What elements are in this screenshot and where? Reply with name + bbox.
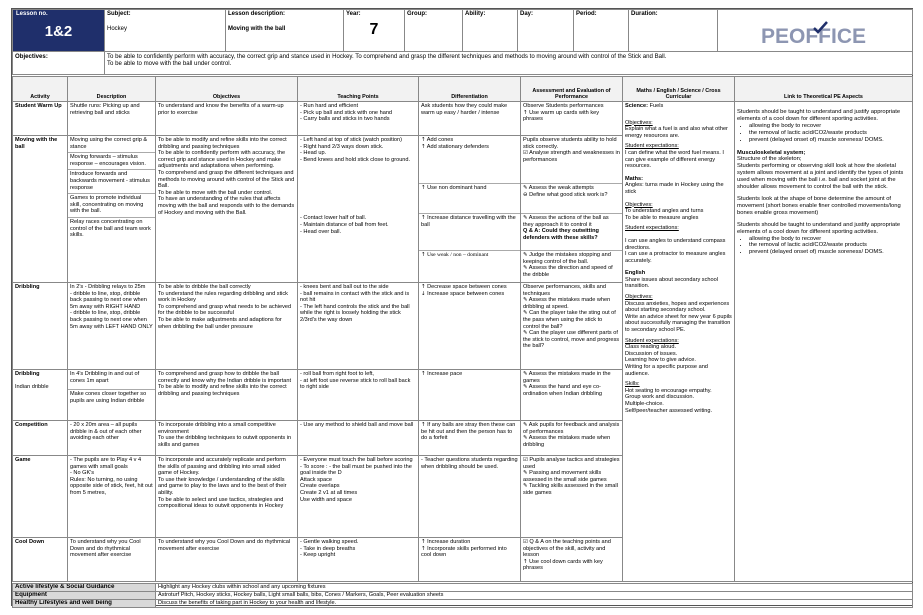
ability-label: Ability: <box>465 11 486 17</box>
table-row <box>13 102 913 136</box>
assessment-item: Passing and movement skills assessed in the small side games <box>523 470 607 483</box>
english-objectives-text: Discuss anxieties, hopes and experiences about starting secondary school. Write an advice sheet for new year 6 pupils about successfully managing the transition to secondary school PE. <box>625 300 732 334</box>
assessment-moving-with-ball <box>521 136 623 283</box>
assessment-item: Ask pupils for feedback and analysis of performances <box>523 422 620 435</box>
assessment-competition <box>521 421 623 456</box>
cross-curricular-cell <box>623 102 735 582</box>
teaching-item: - Left hand at top of stick (watch position) - Right hand 2/3 ways down stick. - Head up. - Bend knees and hold stick close to ground. <box>300 137 411 163</box>
maths-objectives-text: To understand angles and turns To be able to measure angles <box>625 208 704 221</box>
differentiation-indian-dribble <box>419 370 521 421</box>
differentiation-item: Use non dominant hand <box>427 185 487 191</box>
teaching-game: - Everyone must touch the ball before scoring - To score : - the ball must be pushed into the goal inside the D Attack space Create overlaps Create 2 v1 at all times Use width and space <box>298 456 419 538</box>
assessment-cool-down <box>521 538 623 582</box>
maths-expectations-text: I can use angles to understand compass directions. I can use a protractor to measure angles accurately. <box>625 237 726 264</box>
arrow-up-icon: ↑ <box>421 284 426 290</box>
objectives-indian-dribble: To comprehend and grasp how to dribble the ball correctly and know why the Indian dribble is important To be able to modify and refine skills into the correct dribbling and passing techniques <box>156 370 298 421</box>
assessment-game <box>521 456 623 538</box>
checkbox-icon: ☑ <box>523 457 528 463</box>
differentiation-item: If any balls are stray then these can be hit out and then the person has to do a forfeit <box>421 422 516 442</box>
description-warm-up: Shuttle runs: Picking up and retrieving ball and sticks <box>68 102 156 136</box>
assessment-item: Assess the hand and eye co-ordination when Indian dribbling <box>523 384 602 397</box>
lesson-description-label: Lesson description: <box>228 11 286 17</box>
assessment-dribbling <box>521 283 623 370</box>
assessment-item: Can the player take the sting out of the pass when using the stick to control the ball? <box>523 310 616 330</box>
theory-intro-2: Students should be taught to understand and justify appropriate elements of a cool down for different sporting activities. <box>737 221 901 235</box>
objectives-line-2: To be able to move with the ball under control. <box>107 60 232 68</box>
minus-circle-icon: ⊖ <box>523 191 528 198</box>
pencil-icon: ✎ <box>523 185 528 191</box>
objectives-line-1: To be able to confidently perform with accuracy, the correct grip and stance used in Hockey. To comprehend and grasp the different techniques and methods to moving around with control of the Stick and Ball. <box>107 53 667 60</box>
differentiation-item: Increase space between cones <box>427 290 505 297</box>
differentiation-moving-with-ball <box>419 136 521 283</box>
objectives-warm-up: To understand and know the benefits of a warm-up prior to exercise <box>156 102 298 136</box>
english-objectives-label: Objectives: <box>625 294 653 301</box>
assessment-item: Use cool down cards with key phrases <box>523 558 603 572</box>
description-competition: - 20 x 20m area – all pupils dribble in & out of each other avoiding each other <box>68 421 156 456</box>
objectives-cool-down: To understand why you Cool Down and do rhythmical movement after exercise <box>156 538 298 582</box>
pencil-icon: ✎ <box>523 384 528 391</box>
assessment-warm-up <box>521 102 623 136</box>
science-objectives-text: Explain what a fuel is and also what other energy resources are. <box>625 126 728 139</box>
pencil-icon: ✎ <box>523 265 528 272</box>
subject-cell <box>105 10 226 52</box>
arrow-up-icon: ↑ <box>421 215 426 221</box>
activity-label: Dribbling <box>15 371 40 377</box>
column-header-activity: Activity <box>13 77 68 102</box>
group-label: Group: <box>407 11 427 17</box>
column-header-objectives: Objectives <box>156 77 298 102</box>
activity-moving-with-ball: Moving with the ball <box>13 136 68 283</box>
teaching-moving-with-ball <box>298 136 419 283</box>
checkbox-icon: ☑ <box>523 539 528 545</box>
maths-label: Maths: <box>625 175 644 182</box>
arrow-up-icon: ↑ <box>421 252 426 258</box>
pencil-icon: ✎ <box>523 330 528 337</box>
lesson-activities-table <box>12 76 913 582</box>
subject-label: Subject: <box>107 11 131 17</box>
description-item: Games to promote individual skill, concentrating on moving with the ball. <box>68 193 155 216</box>
lesson-number-cell <box>13 10 105 52</box>
assessment-item: Assess the mistakes made when dribbling at speed. <box>523 297 611 310</box>
column-header-theory: Link to Theoretical PE Aspects <box>735 77 913 102</box>
teaching-item: - Contact lower half of ball. - Maintain distance of ball from feet. - Head over ball. <box>300 215 389 235</box>
skills-text: Hot seating to encourage empathy. Group work and discussion. Multiple-choice. Self/peer/teacher assessed writing. <box>625 387 713 414</box>
arrow-up-icon: ↑ <box>421 371 426 377</box>
description-item: In 4's Dribbling in and out of cones 1m apart <box>70 371 140 384</box>
year-value: 7 <box>369 21 379 38</box>
differentiation-competition <box>419 421 521 456</box>
description-item: Introduce forwards and backwards movement - stimulus response <box>68 169 155 192</box>
assessment-item: Tackling skills assessed in the small side games <box>523 483 618 496</box>
english-label: English <box>625 270 646 277</box>
list-item: • prevent (delayed onset of) muscle soreness/ DOMS. <box>749 249 910 256</box>
teaching-cool-down: - Gentle walking speed. - Take in deep breaths - Keep upright <box>298 538 419 582</box>
assessment-item: Analyse strength and weaknesses in performances <box>523 150 620 163</box>
active-lifestyle-text: Highlight any Hockey clubs within school and any upcoming fixtures <box>156 584 913 592</box>
lesson-description-value: Moving with the ball <box>228 26 286 32</box>
objectives-game: To incorporate and accurately replicate and perform the skills of passing and dribbling into small sided game of Hockey. To use their knowledge / understanding of the skills and game to play to the laws and to the best of their ability. To be able to select and use tactics, strategies and compositional ideas to outwit opponents in Hockey <box>156 456 298 538</box>
pencil-icon: ✎ <box>523 483 528 490</box>
english-expectations-text: Class reading aloud. Discussion of issues. Learning how to give advice. Writing for a specific purpose and audience. <box>625 344 708 377</box>
differentiation-item: Increase duration <box>427 539 471 545</box>
activity-dribbling: Dribbling <box>13 283 68 370</box>
teaching-dribbling: - knees bent and ball out to the side - ball remains in contact with the stick and is not hit - The left hand controls the stick and the ball while the right is loosely holding the stick 2/3rd's the way down <box>298 283 419 370</box>
assessment-indian-dribble <box>521 370 623 421</box>
objectives-table <box>12 51 913 75</box>
arrow-up-icon: ↑ <box>421 185 426 191</box>
duration-label: Duration: <box>631 11 658 17</box>
assessment-item: Use warm up cards with key phrases <box>523 109 600 123</box>
maths-expectations-label: Student expectations: <box>625 225 679 232</box>
active-lifestyle-label: Active lifestyle & Social Guidance <box>13 584 156 592</box>
pencil-icon: ✎ <box>523 297 528 304</box>
objectives-label: Objectives: <box>13 52 105 75</box>
list-item: • prevent (delayed onset of) muscle soreness/ DOMS. <box>749 137 910 144</box>
differentiation-game: - Teacher questions students regarding when dribbling should be used. <box>419 456 521 538</box>
equipment-text: Astroturf Pitch, Hockey sticks, Hockey balls, Light small balls, bibs, Cones / Markers, Goals, Peer evaluation sheets <box>156 592 913 600</box>
list-item: • allowing the body to recover <box>749 236 910 243</box>
differentiation-warm-up: Ask students how they could make warm up easy / harder / intense <box>419 102 521 136</box>
list-item: • the removal of lactic acid/CO2/waste products <box>749 242 910 249</box>
maths-text: Angles: turns made in Hockey using the stick <box>625 182 724 195</box>
arrow-up-icon: ↑ <box>421 143 426 150</box>
description-item: Make cones closer together so pupils are using Indian dribble <box>68 389 155 405</box>
description-item: Relay races concentrating on control of the ball and team work skills. <box>68 217 155 240</box>
theory-bullets-1 <box>737 123 910 144</box>
ability-cell <box>463 10 518 52</box>
science-expectations-label: Student expectations: <box>625 143 679 150</box>
activity-warm-up: Student Warm Up <box>13 102 68 136</box>
differentiation-item: Increase pace <box>427 371 463 377</box>
differentiation-item: Decrease space between cones <box>427 284 507 290</box>
theory-intro-1: Students should be taught to understand and justify appropriate elements of a cool down for different sporting activities. <box>737 109 901 122</box>
objectives-competition: To incorporate dribbling into a small competitive environment To use the dribbling techniques to outwit opponents in skills and games <box>156 421 298 456</box>
list-item: • allowing the body to recover <box>749 123 910 130</box>
science-value: Fuels <box>649 103 664 109</box>
assessment-item: Assess the mistakes made in the games <box>523 371 611 384</box>
teaching-warm-up: - Run hard and efficient - Pick up ball and stick with one hand - Carry balls and sticks in two hands <box>298 102 419 136</box>
science-objectives-label: Objectives: <box>625 119 653 126</box>
arrow-up-icon: ↑ <box>421 545 426 552</box>
teaching-competition: - Use any method to shield ball and move ball <box>298 421 419 456</box>
assessment-item: Can the player use different parts of the stick to control, move and progress the ball? <box>523 330 620 350</box>
checkbox-icon: ☑ <box>523 150 528 157</box>
pe-office-logo-icon <box>759 21 871 47</box>
period-label: Period: <box>576 11 597 17</box>
column-header-teaching-points: Teaching Points <box>298 77 419 102</box>
footer-table <box>12 583 913 608</box>
pencil-icon: ✎ <box>523 215 528 221</box>
activity-cool-down: Cool Down <box>13 538 68 582</box>
differentiation-item: Add cones <box>426 137 454 143</box>
assessment-item: Assess the weak attempts <box>528 185 594 191</box>
column-header-differentiation: Differentiation <box>419 77 521 102</box>
healthy-lifestyles-text: Discuss the benefits of taking part in Hockey to your health and lifestyle. <box>156 600 913 608</box>
pencil-icon: ✎ <box>523 371 528 377</box>
assessment-item: Judge the mistakes stopping and keeping control of the ball. <box>523 252 611 265</box>
assessment-item: Observe Students performances <box>523 103 604 109</box>
duration-cell <box>629 10 718 52</box>
activity-indian-dribble <box>13 370 68 421</box>
column-header-cross-curricular: Maths / English / Science / Cross Curricular <box>623 77 735 102</box>
theory-bullets-2 <box>737 236 910 257</box>
description-moving-with-ball <box>68 136 156 283</box>
science-expectations-text: I can define what the word fuel means. I can give example of different energy resources. <box>625 149 724 170</box>
english-expectations-label: Student expectations: <box>625 337 679 344</box>
differentiation-item: Incorporate skills performed into cool down <box>421 545 507 559</box>
svg-text:PEOFFICE: PEOFFICE <box>761 24 867 47</box>
activity-sub-label: Indian dribble <box>15 383 49 390</box>
pencil-icon: ✎ <box>523 422 528 428</box>
period-cell <box>574 10 629 52</box>
description-item: Moving using the correct grip & stance <box>70 137 148 150</box>
lesson-number: 1&2 <box>44 23 73 40</box>
activity-competition: Competition <box>13 421 68 456</box>
list-item: • the removal of lactic acid/CO2/waste products <box>749 130 910 137</box>
arrow-up-icon: ↑ <box>523 109 528 116</box>
healthy-lifestyles-label: Healthy Lifestyles and well being <box>13 600 156 608</box>
assessment-item: Assess the mistakes made when dribbling <box>523 435 611 448</box>
english-text: Share issues about secondary school transition. <box>625 276 718 290</box>
description-dribbling: In 2's - Dribbling relays to 25m - dribble to line, stop, dribble back passing to next one when 5m away with RIGHT HAND - dribble to line, stop, dribble back passing to next one when 5m away with LEFT HAND ONLY <box>68 283 156 370</box>
pencil-icon: ✎ <box>523 470 528 477</box>
teaching-indian-dribble: - roll ball from right foot to left, - at left foot use reverse stick to roll ball back to right side <box>298 370 419 421</box>
lesson-no-label: Lesson no. <box>16 11 48 17</box>
pencil-icon: ✎ <box>523 252 528 258</box>
objectives-dribbling: To be able to dribble the ball correctly To understand the rules regarding dribbling and stick work in Hockey To comprehend and grasp what needs to be achieved for the dribble to be successful To be able to make adjustments and adaptions for when dribbling the ball under pressure <box>156 283 298 370</box>
day-label: Day: <box>520 11 534 17</box>
assessment-item: Q & A: Could they outwitting defenders with these skills? <box>523 228 599 241</box>
assessment-item: Define what good stick work is? <box>529 191 608 198</box>
description-indian-dribble <box>68 370 156 421</box>
column-header-assessment: Assessment and Evaluation of Performance <box>521 77 623 102</box>
pencil-icon: ✎ <box>523 435 528 442</box>
activity-game: Game <box>13 456 68 538</box>
arrow-down-icon: ↓ <box>421 290 426 297</box>
description-game: - The pupils are to Play 4 v 4 games with small goals - No GK's Rules: No turning, no using opposite side of stick, feet, hit out from 5 metres, <box>68 456 156 538</box>
assessment-item: Assess the direction and speed of the dribble <box>523 265 613 278</box>
pencil-icon: ✎ <box>523 310 528 317</box>
arrow-up-icon: ↑ <box>523 558 528 565</box>
differentiation-dribbling <box>419 283 521 370</box>
science-label: Science: <box>625 103 649 109</box>
objectives-moving-with-ball: To be able to modify and refine skills into the correct dribbling and passing techniques To be able to confidently perform with accuracy, the correct grip and stance used in Hockey and make adjustments and adaptations when performing. To comprehend and grasp the different techniques and methods to moving around with control of the Stick and Ball. To be able to move with the ball under control. To have an understanding of the rules that affects moving with the ball and responds with to the demands of Hockey and moving with the Ball. <box>156 136 298 283</box>
description-cell <box>226 10 344 52</box>
day-cell <box>518 10 574 52</box>
maths-objectives-label: Objectives: <box>625 201 653 208</box>
skills-label: Skills: <box>625 381 640 388</box>
differentiation-cool-down <box>419 538 521 582</box>
pe-office-logo <box>718 10 913 52</box>
differentiation-item: Use weak / non – dominant <box>426 252 489 258</box>
column-header-description: Description <box>68 77 156 102</box>
differentiation-item: Increase distance travelling with the ball <box>421 215 516 228</box>
description-item: Moving forwards – stimulus response – encourages vision. <box>68 152 155 168</box>
assessment-item: Pupils observe students ability to hold stick correctly. <box>523 137 617 150</box>
year-label: Year: <box>346 11 361 17</box>
arrow-up-icon: ↑ <box>421 539 426 545</box>
assessment-item: Assess the actions of the ball as they approach it to control it <box>523 215 609 228</box>
differentiation-item: Add stationary defenders <box>426 143 489 150</box>
description-cool-down: To understand why you Cool Down and do rhythmical movement after exercise <box>68 538 156 582</box>
subject-value: Hockey <box>107 26 128 32</box>
group-cell <box>405 10 463 52</box>
musculoskeletal-text-3: Students look at the shape of bone determine the amount of movement (short bones enable finer controlled movements/long bones enable gross movement) <box>737 195 901 216</box>
equipment-label: Equipment <box>13 592 156 600</box>
lesson-plan-sheet <box>11 8 913 606</box>
theory-cell <box>735 102 913 582</box>
year-cell <box>344 10 405 52</box>
assessment-item: Pupils analyse tactics and strategies used <box>523 457 620 470</box>
arrow-up-icon: ↑ <box>421 137 426 143</box>
assessment-item: Q & A on the teaching points and objectives of the skill, activity and lesson <box>523 539 611 559</box>
musculoskeletal-text-2: Students performing or observing skill look at how the skeletal system allows movement at a joint and identify the types of joints used when moving with the ball i.e. ball and socket joint at the shoulder allows movement to control the ball with the stick. <box>737 163 904 191</box>
musculoskeletal-label: Musculoskeletal system; <box>737 149 806 156</box>
objectives-text <box>105 52 913 75</box>
assessment-item: Observe performances, skills and techniques <box>523 284 607 297</box>
header-table <box>12 9 913 52</box>
arrow-up-icon: ↑ <box>421 422 426 428</box>
musculoskeletal-text-1: Structure of the skeleton; <box>737 156 802 163</box>
